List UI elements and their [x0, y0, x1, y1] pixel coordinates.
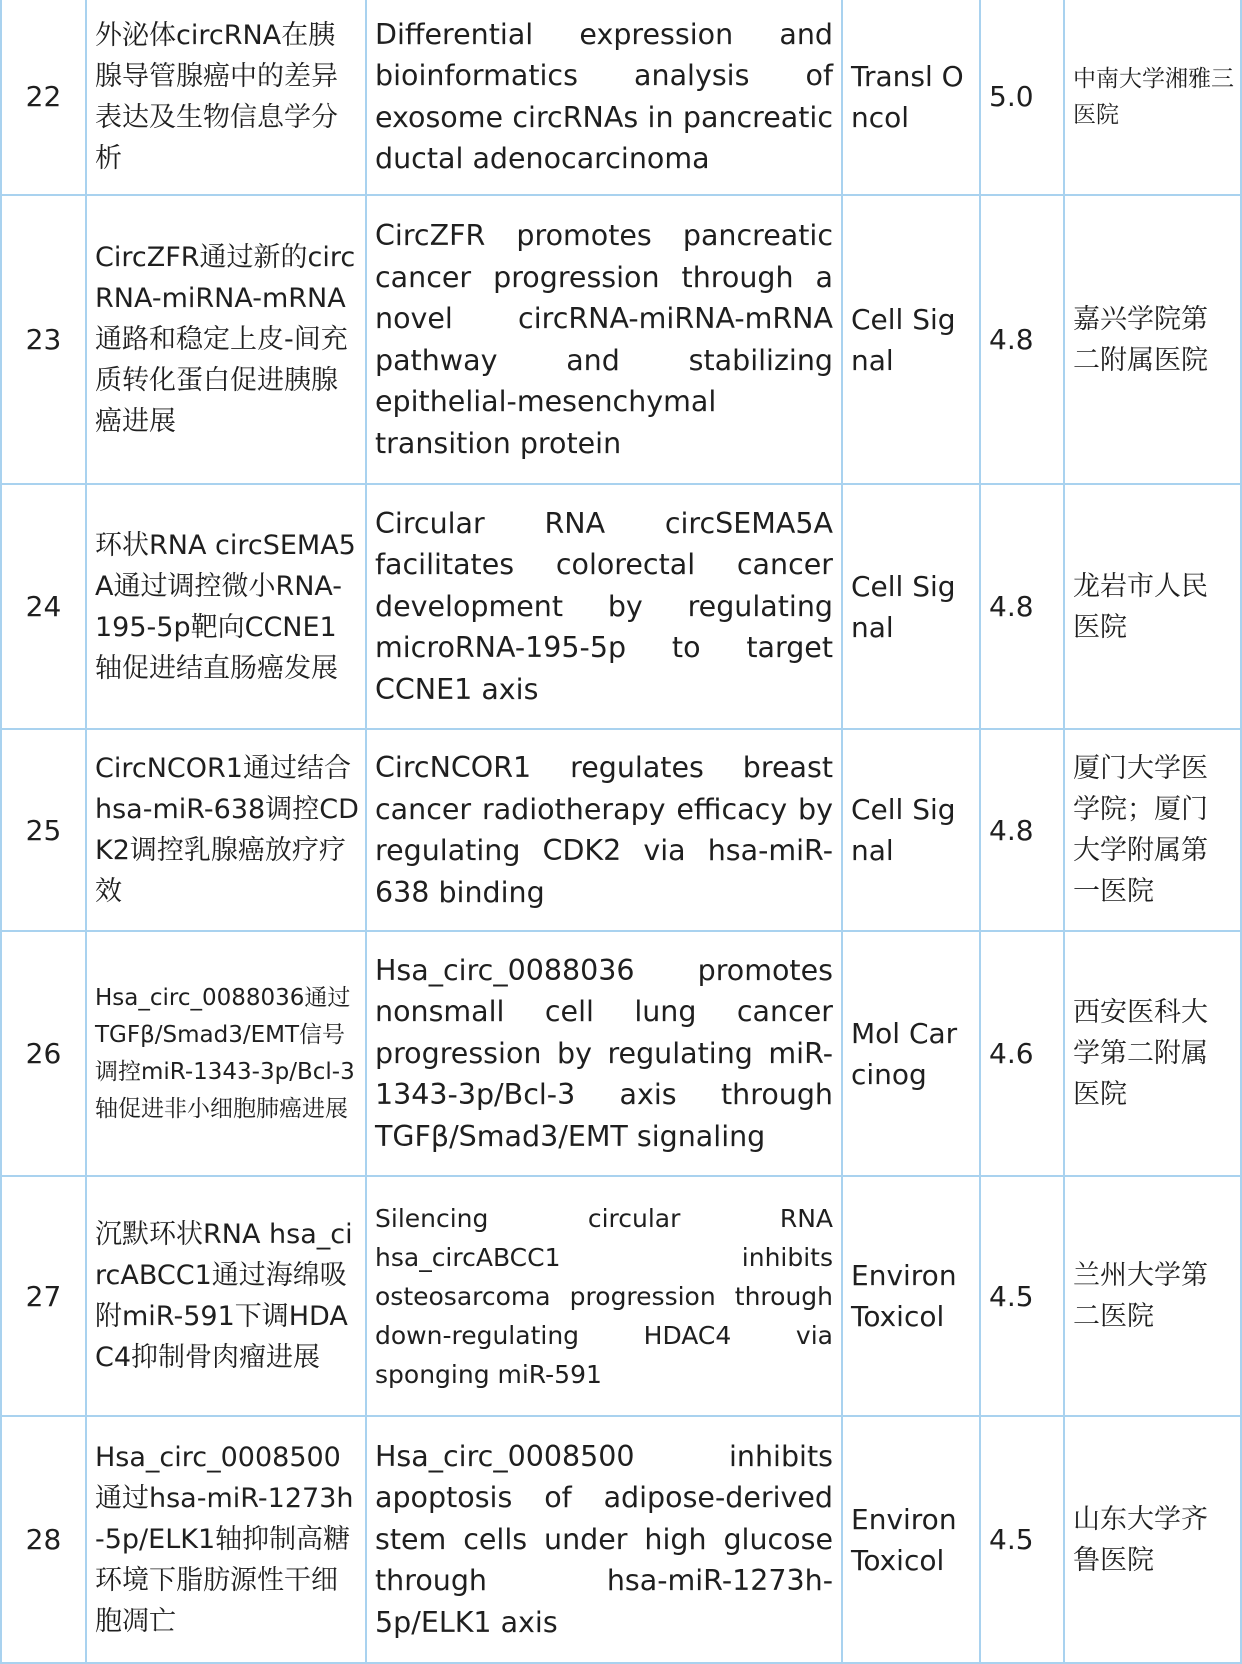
english-title: Circular RNA circSEMA5A facilitates colorectal cancer development by regulating microRNA-195-5p to target CCNE1 axis	[366, 484, 842, 729]
chinese-title: CircNCOR1通过结合hsa-miR-638调控CDK2调控乳腺癌放疗疗效	[86, 729, 366, 931]
impact-factor: 4.5	[980, 1176, 1064, 1416]
english-title: Silencing circular RNA hsa_circABCC1 inhibits osteosarcoma progression through down-regulating HDAC4 via sponging miR-591	[366, 1176, 842, 1416]
row-number: 22	[1, 0, 86, 195]
table-row	[1, 931, 1241, 1176]
row-number: 23	[1, 195, 86, 484]
english-title: Differential expression and bioinformatics analysis of exosome circRNAs in pancreatic ductal adenocarcinoma	[366, 0, 842, 195]
impact-factor: 4.6	[980, 931, 1064, 1176]
journal: Environ Toxicol	[842, 1176, 980, 1416]
table-row	[1, 1416, 1241, 1663]
row-number: 28	[1, 1416, 86, 1663]
institution: 西安医科大学第二附属医院	[1064, 931, 1241, 1176]
journal: Transl Oncol	[842, 0, 980, 195]
impact-factor: 5.0	[980, 0, 1064, 195]
english-title: CircZFR promotes pancreatic cancer progression through a novel circRNA-miRNA-mRNA pathway and stabilizing epithelial-mesenchymal transition protein	[366, 195, 842, 484]
row-number: 26	[1, 931, 86, 1176]
institution: 兰州大学第二医院	[1064, 1176, 1241, 1416]
journal: Cell Signal	[842, 729, 980, 931]
institution: 嘉兴学院第二附属医院	[1064, 195, 1241, 484]
chinese-title: Hsa_circ_0008500通过hsa-miR-1273h-5p/ELK1轴抑制高糖环境下脂肪源性干细胞凋亡	[86, 1416, 366, 1663]
table-row	[1, 484, 1241, 729]
chinese-title: CircZFR通过新的circRNA-miRNA-mRNA通路和稳定上皮-间充质转化蛋白促进胰腺癌进展	[86, 195, 366, 484]
row-number: 25	[1, 729, 86, 931]
english-title: Hsa_circ_0008500 inhibits apoptosis of adipose-derived stem cells under high glucose through hsa-miR-1273h-5p/ELK1 axis	[366, 1416, 842, 1663]
institution: 中南大学湘雅三医院	[1064, 0, 1241, 195]
institution: 山东大学齐鲁医院	[1064, 1416, 1241, 1663]
chinese-title: 沉默环状RNA hsa_circABCC1通过海绵吸附miR-591下调HDAC4抑制骨肉瘤进展	[86, 1176, 366, 1416]
row-number: 24	[1, 484, 86, 729]
impact-factor: 4.8	[980, 195, 1064, 484]
institution: 厦门大学医学院；厦门大学附属第一医院	[1064, 729, 1241, 931]
chinese-title: 外泌体circRNA在胰腺导管腺癌中的差异表达及生物信息学分析	[86, 0, 366, 195]
chinese-title: 环状RNA circSEMA5A通过调控微小RNA-195-5p靶向CCNE1轴促进结直肠癌发展	[86, 484, 366, 729]
chinese-title: Hsa_circ_0088036通过TGFβ/Smad3/EMT信号调控miR-1343-3p/Bcl-3轴促进非小细胞肺癌进展	[86, 931, 366, 1176]
english-title: Hsa_circ_0088036 promotes nonsmall cell lung cancer progression by regulating miR-1343-3p/Bcl-3 axis through TGFβ/Smad3/EMT signaling	[366, 931, 842, 1176]
journal: Cell Signal	[842, 195, 980, 484]
journal: Environ Toxicol	[842, 1416, 980, 1663]
table-row	[1, 0, 1241, 195]
journal: Mol Carcinog	[842, 931, 980, 1176]
row-number: 27	[1, 1176, 86, 1416]
table-row	[1, 1176, 1241, 1416]
table-row	[1, 729, 1241, 931]
impact-factor: 4.8	[980, 729, 1064, 931]
english-title: CircNCOR1 regulates breast cancer radiotherapy efficacy by regulating CDK2 via hsa-miR-638 binding	[366, 729, 842, 931]
institution: 龙岩市人民医院	[1064, 484, 1241, 729]
impact-factor: 4.5	[980, 1416, 1064, 1663]
impact-factor: 4.8	[980, 484, 1064, 729]
journal: Cell Signal	[842, 484, 980, 729]
table-row	[1, 195, 1241, 484]
